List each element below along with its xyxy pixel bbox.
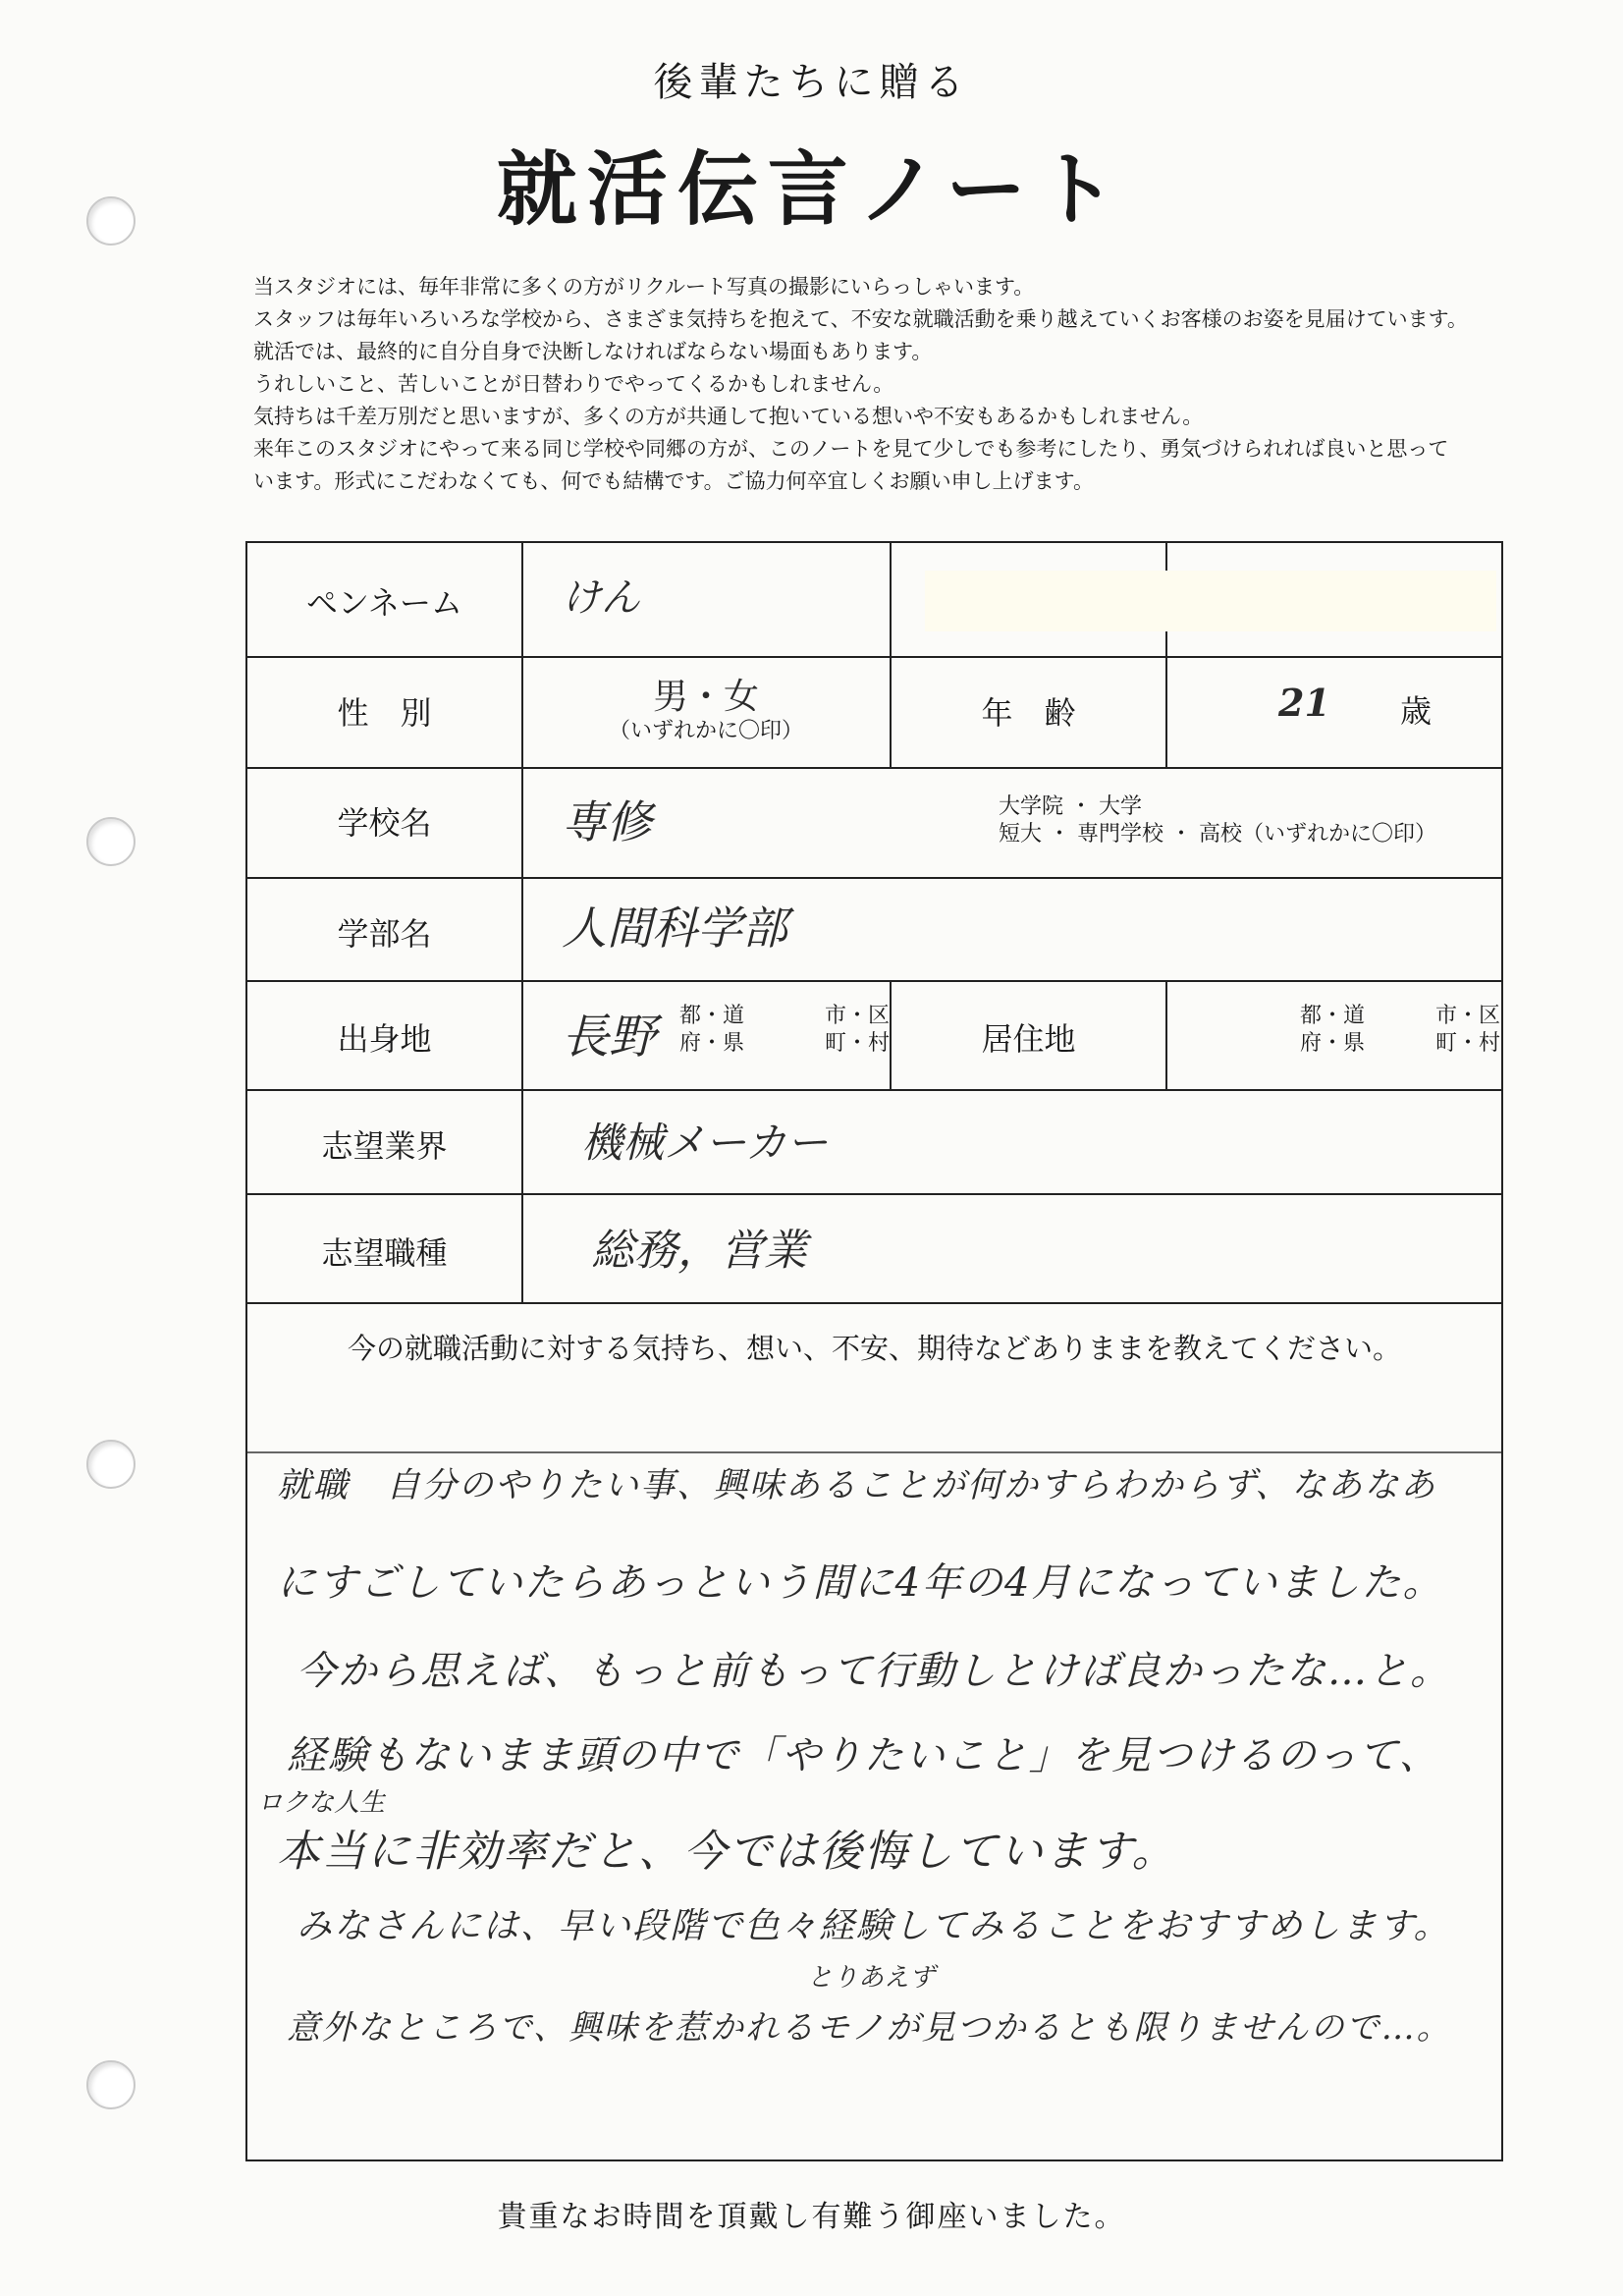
residence-pref-2: 府・県 [1300,1031,1366,1056]
intro-line: 気持ちは千差万別だと思いますが、多くの方が共通して抱いている想いや不安もあるかもしれません。 [253,405,1204,428]
redacted-area [925,571,1496,631]
age-value: 21 [1278,681,1330,725]
intro-line: うれしいこと、苦しいことが日替わりでやってくるかもしれません。 [253,372,894,396]
punch-hole [86,817,135,866]
pen-name-label: ペンネーム [305,584,463,622]
industry-value: 機械メーカー [581,1119,829,1167]
age-label: 年 齢 [981,694,1076,732]
hometown-pref-1: 都・道 [679,1004,745,1028]
residence-city-2: 町・村 [1435,1031,1501,1056]
punch-hole [86,1440,135,1489]
hometown-city-2: 町・村 [825,1031,891,1056]
message-line: 本当に非効率だと、今では後悔しています。 [277,1827,1177,1877]
intro-line: 当スタジオには、毎年非常に多くの方がリクルート写真の撮影にいらっしゃいます。 [253,275,1035,299]
hometown-pref-2: 府・県 [679,1031,745,1056]
residence-pref-1: 都・道 [1300,1004,1366,1028]
residence-label: 居住地 [981,1020,1076,1058]
job-value: 総務，営業 [591,1226,807,1276]
page-title: 就活伝言ノート [496,143,1127,237]
intro-line: 就活では、最終的に自分自身で決断しなければならない場面もあります。 [253,340,933,363]
hometown-value: 長野 [562,1010,657,1065]
gender-options: 男・女 [652,677,759,717]
gender-note: （いずれかに〇印） [608,719,803,743]
message-prompt: 今の就職活動に対する気持ち、想い、不安、期待などありままを教えてください。 [347,1332,1401,1365]
residence-city-1: 市・区 [1435,1004,1501,1028]
faculty-label: 学部名 [337,915,432,953]
survey-form [245,541,1503,2161]
gender-label: 性 別 [337,694,432,732]
message-line: 今から思えば、もっと前もって行動しとけば良かったな…と。 [297,1649,1451,1694]
job-label: 志望職種 [321,1234,448,1272]
hometown-city-1: 市・区 [825,1004,891,1028]
age-unit: 歳 [1399,692,1432,730]
school-value: 専修 [562,795,652,848]
punch-hole [86,2060,135,2109]
faculty-value: 人間科学部 [562,902,787,955]
pen-name-value: けん [562,575,640,621]
hometown-label: 出身地 [337,1020,432,1058]
footer-thanks: 貴重なお時間を頂戴し有難う御座いました。 [497,2200,1126,2234]
intro-line: スタッフは毎年いろいろな学校から、さまざま気持ちを抱えて、不安な就職活動を乗り越えていくお客様のお姿を見届けています。 [253,307,1468,331]
inserted-note: ロクな人生 [257,1788,386,1818]
school-label: 学校名 [337,804,432,842]
school-types-1: 大学院 ・ 大学 [999,794,1142,819]
intro-line: 来年このスタジオにやって来る同じ学校や同郷の方が、このノートを見て少しでも参考にしたり、勇気づけられれば良いと思って [253,437,1449,461]
intro-line: います。形式にこだわなくても、何でも結構です。ご協力何卒宜しくお願い申し上げます。 [253,469,1094,493]
industry-label: 志望業界 [321,1127,448,1165]
inserted-note: とりあえず [807,1963,936,1993]
intro-text [253,271,1589,498]
page-subtitle: 後輩たちに贈る [653,60,970,105]
school-types-2: 短大 ・ 専門学校 ・ 高校（いずれかに〇印） [999,822,1436,847]
message-line: 経験もないまま頭の中で「やりたいこと」を見つけるのって、 [287,1733,1440,1778]
message-line: みなさんには、早い段階で色々経験してみることをおすすめします。 [297,1906,1451,1946]
message-line: 就職 自分のやりたい事、興味あることが何かすらわからず、なあなあ [277,1466,1437,1505]
message-line: 意外なところで、興味を惹かれるモノが見つかるとも限りませんので…。 [287,2008,1452,2048]
message-line: にすごしていたらあっという間に4年の4月になっていました。 [277,1560,1444,1606]
